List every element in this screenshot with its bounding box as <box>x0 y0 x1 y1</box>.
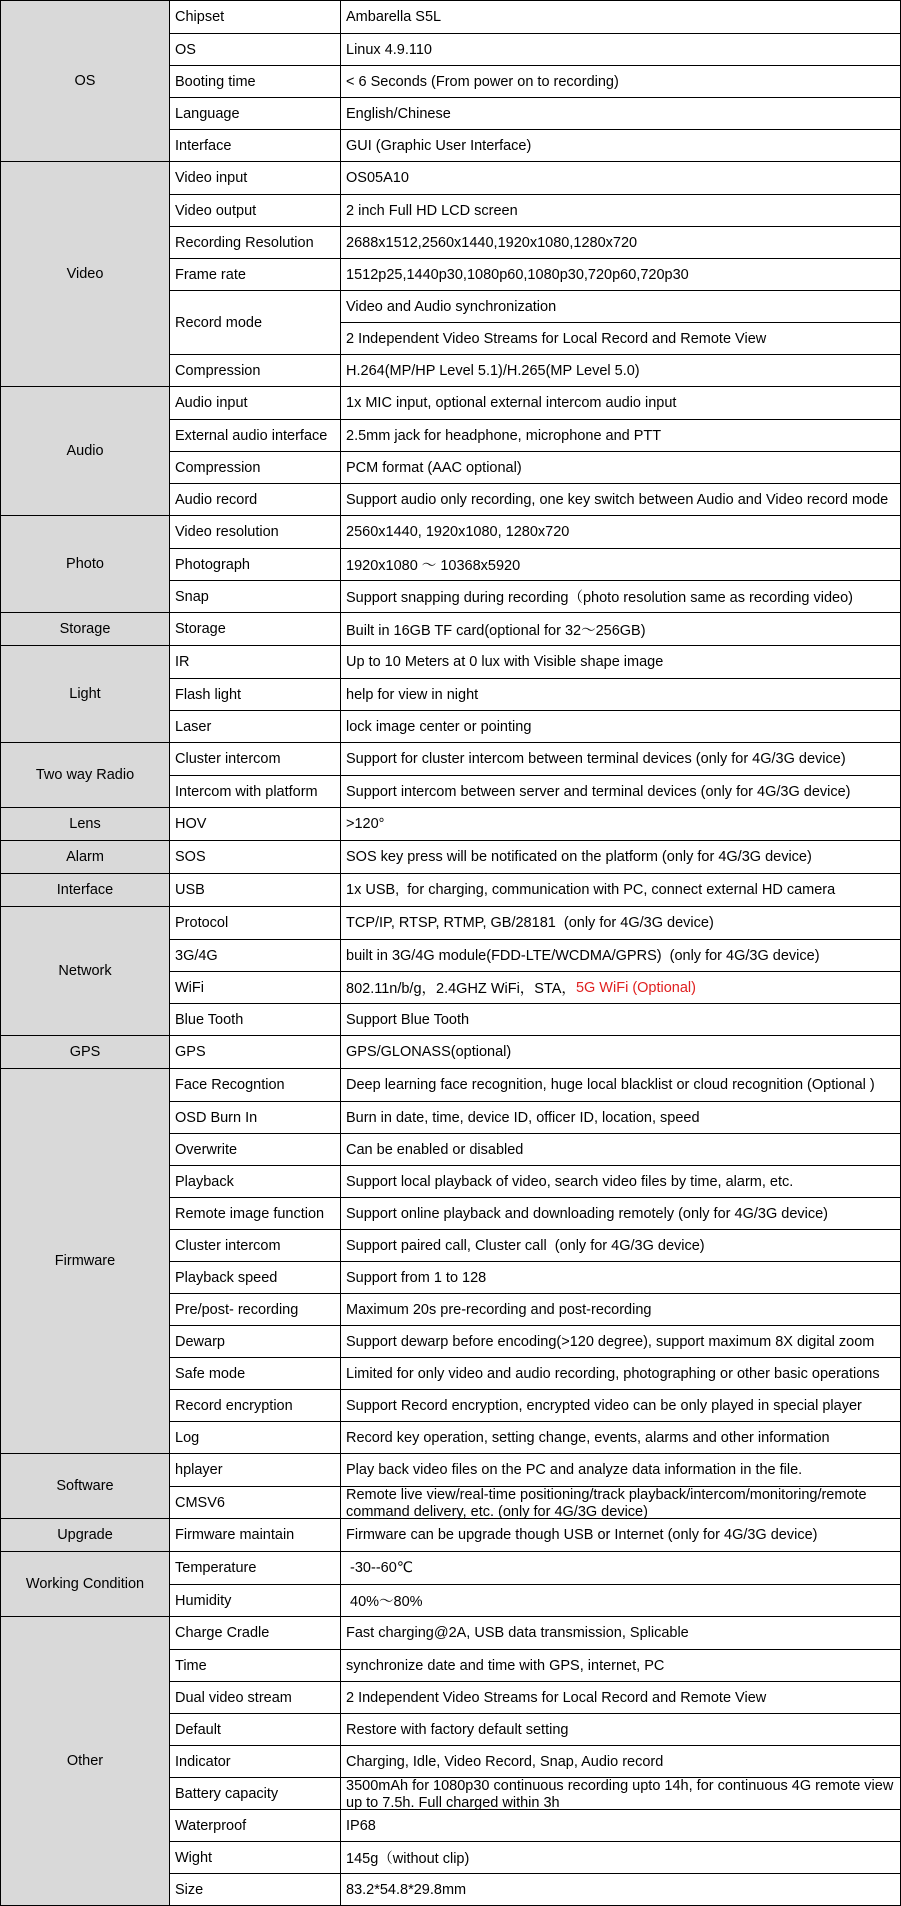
spec-value <box>341 1 900 33</box>
table-row <box>170 841 901 873</box>
feature-label: Waterproof <box>170 1810 341 1841</box>
spec-value <box>341 1358 900 1389</box>
spec-value-text: Support from 1 to 128 <box>346 1269 487 1286</box>
table-row <box>170 710 901 742</box>
table-row <box>170 129 901 161</box>
spec-value <box>341 516 900 548</box>
spec-value <box>341 195 900 226</box>
spec-value-text: H.264(MP/HP Level 5.1)/H.265(MP Level 5.0) <box>346 362 640 379</box>
spec-value-text: TCP/IP, RTSP, RTMP, GB/28181 (only for 4G/3G device) <box>346 915 714 931</box>
feature-label: OSD Burn In <box>170 1102 341 1133</box>
feature-label: Record encryption <box>170 1390 341 1421</box>
table-row <box>170 971 901 1003</box>
spec-value-text: Firmware can be upgrade though USB or Internet (only for 4G/3G device) <box>346 1527 818 1543</box>
spec-value <box>341 1036 900 1068</box>
spec-value <box>341 1262 900 1293</box>
table-row <box>170 1133 901 1165</box>
spec-value <box>341 1617 900 1649</box>
category-label: Alarm <box>0 841 170 873</box>
spec-group-network <box>0 907 901 1036</box>
table-row <box>170 907 901 939</box>
spec-value <box>341 1069 900 1101</box>
spec-group-light <box>0 646 901 743</box>
spec-value-text: < 6 Seconds (From power on to recording) <box>346 73 619 90</box>
spec-value-text: built in 3G/4G module(FDD-LTE/WCDMA/GPRS) (only for 4G/3G device) <box>346 947 820 964</box>
table-row <box>170 1 901 33</box>
feature-label: Chipset <box>170 1 341 33</box>
table-row <box>170 1649 901 1681</box>
spec-group-video <box>0 162 901 387</box>
spec-value-text: 802.11n/b/g，2.4GHZ WiFi，STA， <box>346 981 576 997</box>
table-row <box>170 516 901 548</box>
spec-value <box>341 808 900 840</box>
table-row <box>170 1389 901 1421</box>
spec-value <box>341 1198 900 1229</box>
spec-value <box>341 972 900 1003</box>
spec-value-text: 83.2*54.8*29.8mm <box>346 1881 467 1898</box>
feature-label: WiFi <box>170 972 341 1003</box>
feature-label: Humidity <box>170 1585 341 1616</box>
spec-value-text: Can be enabled or disabled <box>346 1141 524 1158</box>
spec-value <box>341 452 900 483</box>
feature-label: Video input <box>170 162 341 194</box>
spec-value <box>341 1585 900 1616</box>
table-row <box>170 483 901 515</box>
spec-group-audio <box>0 387 901 516</box>
spec-value-text: 2 Independent Video Streams for Local Record and Remote View <box>346 330 767 347</box>
table-row <box>170 939 901 971</box>
table-row <box>170 1293 901 1325</box>
table-row <box>170 65 901 97</box>
table-row <box>170 775 901 807</box>
feature-label: Language <box>170 98 341 129</box>
spec-value <box>341 484 900 515</box>
spec-value-text: >120° <box>346 816 385 832</box>
spec-value-text: Support online playback and downloading remotely (only for 4G/3G device) <box>346 1205 828 1222</box>
feature-label: Video resolution <box>170 516 341 548</box>
spec-group-photo <box>0 516 901 613</box>
spec-value <box>341 1004 900 1035</box>
category-label: Light <box>0 646 170 742</box>
feature-label: Snap <box>170 581 341 612</box>
spec-value-text: Support dewarp before encoding(>120 degree), support maximum 8X digital zoom <box>346 1333 875 1350</box>
table-row <box>170 1809 901 1841</box>
spec-value-text: Play back video files on the PC and analyze data information in the file. <box>346 1462 803 1478</box>
category-label: Lens <box>0 808 170 840</box>
table-row <box>170 258 901 290</box>
spec-value <box>341 1390 900 1421</box>
table-row <box>170 194 901 226</box>
spec-value-text: Video and Audio synchronization <box>346 298 557 315</box>
table-row <box>170 1036 901 1068</box>
table-row <box>170 1229 901 1261</box>
spec-value <box>341 227 900 258</box>
spec-group-gps <box>0 1036 901 1069</box>
feature-label: Dual video stream <box>170 1682 341 1713</box>
spec-value <box>341 581 900 612</box>
table-row <box>170 226 901 258</box>
spec-value <box>341 1552 900 1584</box>
category-label: Working Condition <box>0 1552 170 1616</box>
spec-value <box>341 1842 900 1873</box>
feature-label: Playback <box>170 1166 341 1197</box>
spec-value <box>341 743 900 775</box>
spec-value-text: Restore with factory default setting <box>346 1721 569 1738</box>
table-row <box>170 1552 901 1584</box>
feature-label: Charge Cradle <box>170 1617 341 1649</box>
spec-value-text: Ambarella S5L <box>346 9 442 25</box>
table-row <box>170 1101 901 1133</box>
spec-value-text: Fast charging@2A, USB data transmission, Splicable <box>346 1625 689 1641</box>
spec-value <box>341 940 900 971</box>
spec-group-upgrade <box>0 1519 901 1552</box>
feature-label: IR <box>170 646 341 678</box>
spec-group-interface <box>0 874 901 907</box>
feature-label: Audio input <box>170 387 341 419</box>
spec-value-text: Remote live view/real-time positioning/track playback/intercom/monitoring/remote command delivery, etc. (only for 4G/3G device) <box>346 1487 867 1518</box>
table-row <box>170 1197 901 1229</box>
spec-value <box>341 776 900 807</box>
feature-label: HOV <box>170 808 341 840</box>
feature-label: Face Recogntion <box>170 1069 341 1101</box>
spec-value <box>341 420 900 451</box>
table-row <box>170 1841 901 1873</box>
feature-label: Remote image function <box>170 1198 341 1229</box>
category-label: Video <box>0 162 170 386</box>
spec-value-text: SOS key press will be notificated on the platform (only for 4G/3G device) <box>346 849 812 865</box>
spec-value <box>341 679 900 710</box>
feature-label: Intercom with platform <box>170 776 341 807</box>
feature-label: GPS <box>170 1036 341 1068</box>
feature-label: Size <box>170 1874 341 1905</box>
table-row <box>170 1777 901 1809</box>
spec-value <box>341 1810 900 1841</box>
table-row <box>170 1454 901 1486</box>
table-row <box>170 1486 901 1518</box>
spec-value-text: Support paired call, Cluster call (only for 4G/3G device) <box>346 1237 705 1254</box>
spec-value-text: Support Blue Tooth <box>346 1011 470 1028</box>
table-row <box>170 1421 901 1453</box>
feature-label: Temperature <box>170 1552 341 1584</box>
feature-label: Overwrite <box>170 1134 341 1165</box>
spec-value-text: 2 Independent Video Streams for Local Record and Remote View <box>346 1689 767 1706</box>
spec-value-text: 2560x1440, 1920x1080, 1280x720 <box>346 524 570 540</box>
category-label: Photo <box>0 516 170 612</box>
table-row <box>170 1261 901 1293</box>
table-row <box>170 613 901 645</box>
table-row <box>170 451 901 483</box>
spec-value-text: Support intercom between server and terminal devices (only for 4G/3G device) <box>346 783 851 800</box>
feature-label: 3G/4G <box>170 940 341 971</box>
spec-value-text: 1x MIC input, optional external intercom audio input <box>346 395 677 411</box>
spec-value-text: Burn in date, time, device ID, officer ID, location, speed <box>346 1109 700 1126</box>
spec-value-text: PCM format (AAC optional) <box>346 459 522 476</box>
feature-label: OS <box>170 34 341 65</box>
spec-value-text: Support Record encryption, encrypted video can be only played in special player <box>346 1397 862 1414</box>
spec-value <box>341 322 900 354</box>
feature-label: Laser <box>170 711 341 742</box>
spec-value <box>341 130 900 161</box>
spec-group-lens <box>0 808 901 841</box>
table-row <box>170 1873 901 1905</box>
table-row <box>170 874 901 906</box>
table-row <box>170 1069 901 1101</box>
spec-value-text: Limited for only video and audio recording, photographing or other basic operations <box>346 1365 880 1382</box>
spec-value <box>341 1422 900 1453</box>
spec-value <box>341 1746 900 1777</box>
feature-label: Compression <box>170 355 341 386</box>
feature-label: Indicator <box>170 1746 341 1777</box>
optional-highlight: 5G WiFi (Optional) <box>575 979 696 996</box>
spec-value <box>341 1294 900 1325</box>
feature-label: Flash light <box>170 679 341 710</box>
spec-value <box>341 98 900 129</box>
spec-value-text: Support local playback of video, search video files by time, alarm, etc. <box>346 1173 794 1190</box>
feature-label: CMSV6 <box>170 1487 341 1518</box>
table-row <box>170 33 901 65</box>
spec-group-software <box>0 1454 901 1519</box>
spec-value <box>341 711 900 742</box>
feature-label: Firmware maintain <box>170 1519 341 1551</box>
spec-value <box>341 387 900 419</box>
feature-label: Record mode <box>170 291 341 354</box>
spec-group-two-way-radio <box>0 743 901 808</box>
spec-value <box>341 1134 900 1165</box>
table-row <box>170 678 901 710</box>
feature-label: Booting time <box>170 66 341 97</box>
table-row <box>170 1325 901 1357</box>
category-label: OS <box>0 1 170 161</box>
spec-value-text: 2.5mm jack for headphone, microphone and PTT <box>346 427 662 444</box>
feature-label: Frame rate <box>170 259 341 290</box>
spec-value-text: 2 inch Full HD LCD screen <box>346 202 518 219</box>
table-row <box>170 1584 901 1616</box>
table-row <box>170 580 901 612</box>
table-row <box>170 419 901 451</box>
spec-value-text: 3500mAh for 1080p30 continuous recording upto 14h, for continuous 4G remote view up to 7.5h. Full charged within 3h <box>346 1778 894 1809</box>
category-label: Storage <box>0 613 170 645</box>
spec-value <box>341 1102 900 1133</box>
table-row <box>170 1681 901 1713</box>
feature-label: Audio record <box>170 484 341 515</box>
table-row <box>170 354 901 386</box>
spec-value-text: Linux 4.9.110 <box>346 41 432 58</box>
feature-label: Time <box>170 1650 341 1681</box>
spec-value-text: 1512p25,1440p30,1080p60,1080p30,720p60,720p30 <box>346 266 689 283</box>
spec-group-working-condition <box>0 1552 901 1617</box>
spec-value <box>341 907 900 939</box>
spec-group-alarm <box>0 841 901 874</box>
spec-value-text: Charging, Idle, Video Record, Snap, Audio record <box>346 1753 664 1770</box>
category-label: Network <box>0 907 170 1035</box>
spec-value-text: IP68 <box>346 1817 376 1834</box>
spec-group-storage <box>0 613 901 646</box>
spec-value <box>341 1326 900 1357</box>
spec-group-firmware <box>0 1069 901 1454</box>
category-label: Interface <box>0 874 170 906</box>
spec-value-text: Deep learning face recognition, huge local blacklist or cloud recognition (Optional ) <box>346 1077 875 1093</box>
spec-value-text: GPS/GLONASS(optional) <box>346 1044 512 1060</box>
spec-value <box>341 1519 900 1551</box>
table-row <box>170 1357 901 1389</box>
table-row <box>170 1165 901 1197</box>
spec-value-text: GUI (Graphic User Interface) <box>346 137 532 154</box>
table-row <box>170 808 901 840</box>
feature-label: Safe mode <box>170 1358 341 1389</box>
feature-label: Storage <box>170 613 341 645</box>
spec-value-text: Up to 10 Meters at 0 lux with Visible shape image <box>346 654 664 670</box>
spec-value <box>341 1487 900 1518</box>
table-row <box>170 97 901 129</box>
spec-value-text: 1x USB, for charging, communication with PC, connect external HD camera <box>346 882 836 898</box>
spec-value <box>341 66 900 97</box>
feature-label: hplayer <box>170 1454 341 1486</box>
category-label: Firmware <box>0 1069 170 1453</box>
spec-value-text: help for view in night <box>346 686 479 703</box>
feature-label: Blue Tooth <box>170 1004 341 1035</box>
feature-label: Video output <box>170 195 341 226</box>
category-label: Upgrade <box>0 1519 170 1551</box>
spec-group-os <box>0 0 901 162</box>
feature-label: Wight <box>170 1842 341 1873</box>
table-row <box>170 162 901 194</box>
feature-label: Pre/post- recording <box>170 1294 341 1325</box>
spec-value-text: Maximum 20s pre-recording and post-recording <box>346 1301 652 1318</box>
spec-value-text: 145g（without clip) <box>346 1851 470 1867</box>
spec-group-other <box>0 1617 901 1906</box>
feature-label: SOS <box>170 841 341 873</box>
feature-label: Dewarp <box>170 1326 341 1357</box>
spec-value <box>341 1714 900 1745</box>
spec-value-text: Support snapping during recording（photo resolution same as recording video) <box>346 590 853 606</box>
spec-value <box>341 1874 900 1905</box>
spec-value <box>341 1230 900 1261</box>
category-label: Audio <box>0 387 170 515</box>
spec-value <box>341 646 900 678</box>
spec-value <box>341 162 900 194</box>
feature-label: Battery capacity <box>170 1778 341 1809</box>
table-row <box>170 1617 901 1649</box>
feature-label: Protocol <box>170 907 341 939</box>
feature-label: Cluster intercom <box>170 1230 341 1261</box>
feature-label: Default <box>170 1714 341 1745</box>
feature-label: Photograph <box>170 549 341 580</box>
category-label: Software <box>0 1454 170 1518</box>
table-row <box>170 646 901 678</box>
table-row <box>170 743 901 775</box>
spec-value <box>341 34 900 65</box>
spec-value-text: English/Chinese <box>346 105 451 122</box>
spec-value-text: synchronize date and time with GPS, internet, PC <box>346 1657 665 1674</box>
spec-value <box>341 1682 900 1713</box>
table-row <box>170 1713 901 1745</box>
spec-value-text: OS05A10 <box>346 170 409 186</box>
table-row <box>170 1519 901 1551</box>
feature-label: External audio interface <box>170 420 341 451</box>
spec-value <box>341 841 900 873</box>
feature-label: Interface <box>170 130 341 161</box>
spec-value-text: 1920x1080 ～ 10368x5920 <box>346 558 521 574</box>
table-row <box>170 1745 901 1777</box>
spec-value-text: 40%～80% <box>346 1594 423 1610</box>
spec-value-text: -30--60℃ <box>346 1560 414 1576</box>
spec-value <box>341 259 900 290</box>
spec-value-text: lock image center or pointing <box>346 718 532 735</box>
spec-value <box>341 613 900 645</box>
spec-value-text: Record key operation, setting change, events, alarms and other information <box>346 1429 830 1446</box>
spec-value-text: 2688x1512,2560x1440,1920x1080,1280x720 <box>346 234 638 251</box>
spec-value <box>341 874 900 906</box>
table-row <box>170 387 901 419</box>
spec-value <box>341 1650 900 1681</box>
category-label: Other <box>0 1617 170 1905</box>
spec-value <box>341 291 900 322</box>
spec-value-text: Support audio only recording, one key switch between Audio and Video record mode <box>346 491 889 508</box>
feature-label: Cluster intercom <box>170 743 341 775</box>
spec-value-text: Built in 16GB TF card(optional for 32～256GB) <box>346 622 646 639</box>
table-row <box>170 548 901 580</box>
spec-value <box>341 549 900 580</box>
feature-label: Playback speed <box>170 1262 341 1293</box>
category-label: GPS <box>0 1036 170 1068</box>
category-label: Two way Radio <box>0 743 170 807</box>
feature-label: USB <box>170 874 341 906</box>
spec-value <box>341 1778 900 1809</box>
spec-value-text: Support for cluster intercom between terminal devices (only for 4G/3G device) <box>346 751 846 767</box>
table-row <box>170 1003 901 1035</box>
spec-value <box>341 355 900 386</box>
feature-label: Recording Resolution <box>170 227 341 258</box>
spec-value <box>341 1166 900 1197</box>
table-row <box>170 290 901 354</box>
feature-label: Compression <box>170 452 341 483</box>
feature-label: Log <box>170 1422 341 1453</box>
spec-value <box>341 1454 900 1486</box>
